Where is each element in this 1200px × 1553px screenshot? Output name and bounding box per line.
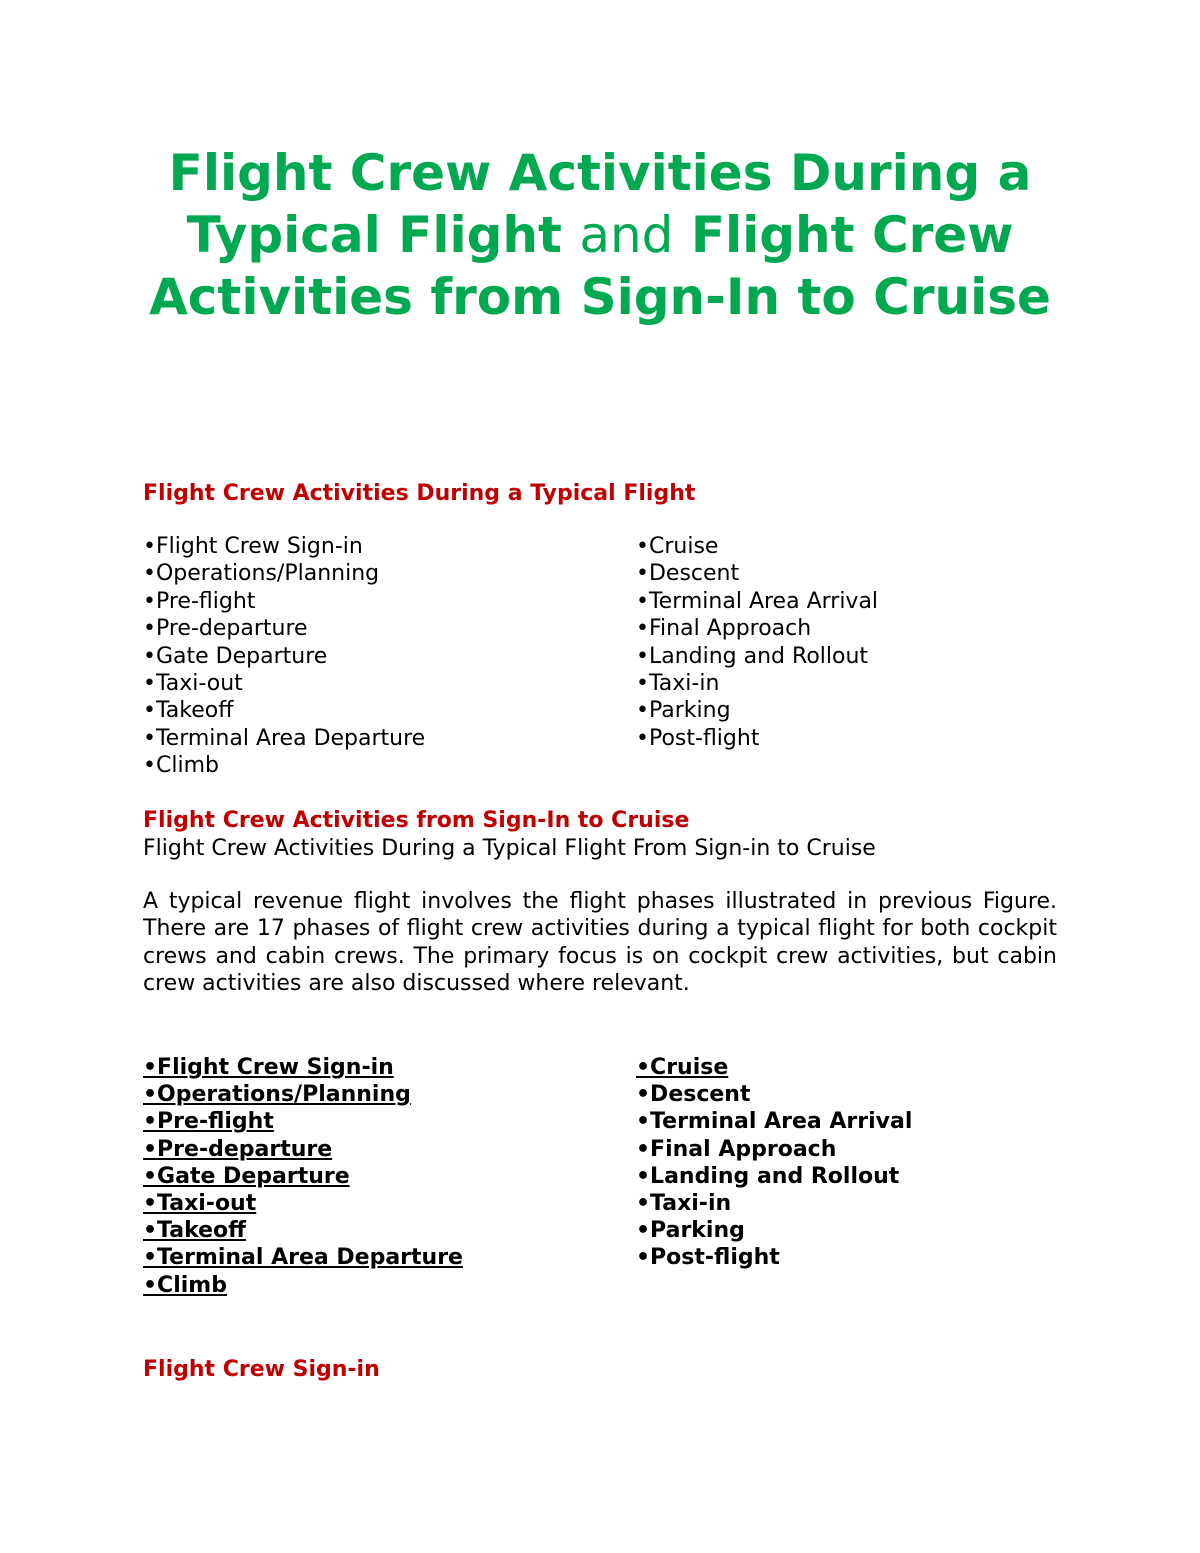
list-item: •Operations/Planning: [143, 561, 380, 587]
list-item: •Descent: [636, 561, 740, 587]
phase-link[interactable]: •Gate Departure: [143, 1163, 350, 1189]
list-item: •Descent: [636, 1082, 751, 1108]
section-heading-typical-flight: Flight Crew Activities During a Typical Flight: [143, 481, 696, 506]
section-subtitle: Flight Crew Activities During a Typical Flight From Sign-in to Cruise: [143, 836, 876, 861]
list-item: •Post-flight: [636, 725, 760, 751]
list-item: •Pre-flight: [143, 588, 256, 614]
phase-link[interactable]: •Taxi-out: [143, 1191, 257, 1217]
list-item: •Pre-departure: [143, 616, 308, 642]
list-item: •Flight Crew Sign-in: [143, 534, 363, 559]
list-item: •Terminal Area Departure: [143, 725, 426, 751]
body-paragraph: A typical revenue flight involves the flight phases illustrated in previous Figure. There are 17 phases of flight crew activities during a typical flight for both cockpit crews and cabin crews. The primary focus is on cockpit crew activities, but cabin crew activities are also discussed where relevant.: [143, 889, 1057, 997]
phase-list-right: [636, 533, 878, 752]
phase-link-cruise[interactable]: •Cruise: [636, 1055, 729, 1080]
list-item: •Terminal Area Arrival: [636, 588, 879, 614]
title-part-2: Flight Crew Activities from Sign-In to Cruise: [149, 206, 1051, 326]
list-item: •Parking: [636, 698, 731, 724]
phase-link[interactable]: •Pre-departure: [143, 1136, 333, 1162]
list-item: •Gate Departure: [143, 643, 328, 669]
list-item: •Climb: [143, 753, 219, 779]
phase-link[interactable]: •Climb: [143, 1272, 227, 1298]
bold-phase-list-right: [636, 1054, 912, 1272]
phase-link[interactable]: •Operations/Planning: [143, 1082, 411, 1108]
list-item: •Taxi-in: [636, 671, 720, 697]
list-item: •Terminal Area Arrival: [636, 1109, 913, 1135]
list-item: •Landing and Rollout: [636, 643, 869, 669]
list-item: •Cruise: [636, 534, 719, 559]
list-item: •Post-flight: [636, 1245, 780, 1271]
title-part-1: Flight Crew Activities During a Typical Flight: [168, 144, 1032, 264]
list-item: •Final Approach: [636, 1136, 837, 1162]
list-item: •Taxi-out: [143, 671, 243, 697]
section-heading-sign-in-to-cruise: Flight Crew Activities from Sign-In to Cruise: [143, 808, 690, 833]
list-item: •Landing and Rollout: [636, 1163, 900, 1189]
title-connector: and: [579, 206, 674, 264]
phase-link[interactable]: •Takeoff: [143, 1218, 246, 1244]
linked-phase-list-left: [143, 1054, 463, 1299]
document-title: [140, 142, 1060, 328]
phase-link[interactable]: •Pre-flight: [143, 1109, 274, 1135]
phase-link[interactable]: •Flight Crew Sign-in: [143, 1055, 394, 1080]
list-item: •Final Approach: [636, 616, 812, 642]
list-item: •Parking: [636, 1218, 745, 1244]
phase-list-left: [143, 533, 425, 780]
section-heading-sign-in: Flight Crew Sign-in: [143, 1357, 380, 1382]
list-item: •Takeoff: [143, 698, 234, 724]
phase-link[interactable]: •Terminal Area Departure: [143, 1245, 463, 1271]
list-item: •Taxi-in: [636, 1191, 732, 1217]
